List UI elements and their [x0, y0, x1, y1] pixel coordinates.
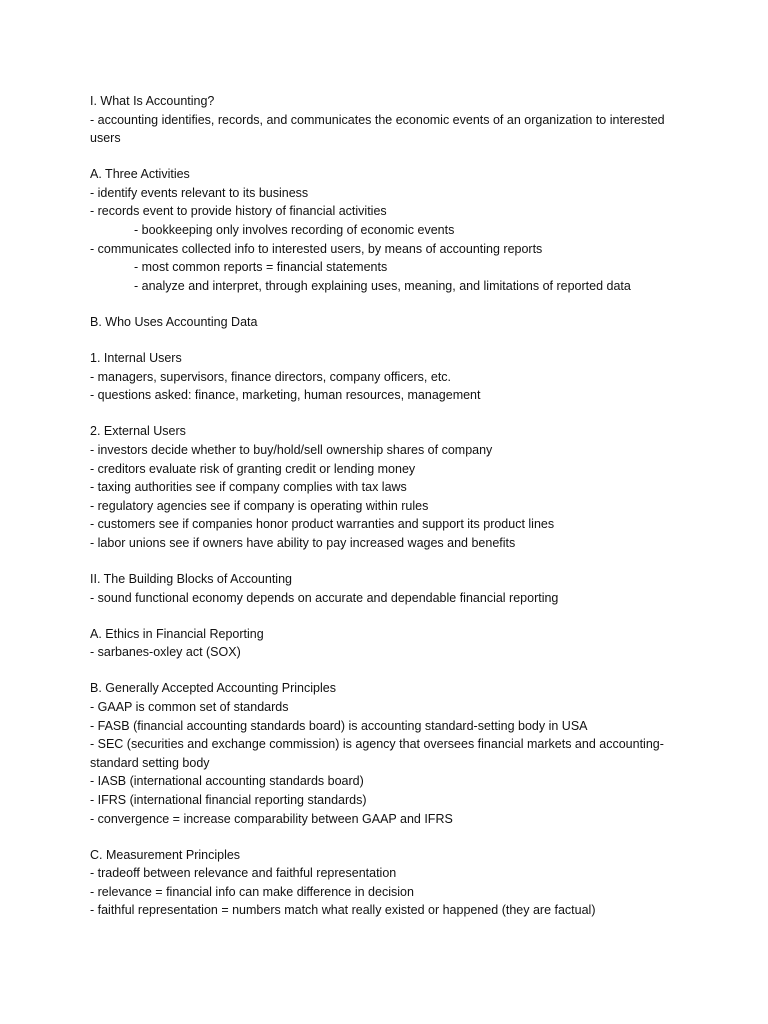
text-line: - accounting identifies, records, and communicates the economic events of an organization to interested users [90, 112, 665, 146]
spacer [90, 607, 690, 625]
spacer [90, 148, 690, 166]
subsection-title-internal-users: 1. Internal Users [90, 351, 182, 366]
text-line: - investors decide whether to buy/hold/sell ownership shares of company [90, 442, 493, 457]
text-line: - IFRS (international financial reporting standards) [90, 792, 367, 807]
subsection-title-ethics: A. Ethics in Financial Reporting [90, 626, 264, 641]
text-line: - tradeoff between relevance and faithful representation [90, 866, 397, 881]
text-line: - records event to provide history of financial activities [90, 204, 387, 219]
subsection-title-measurement: C. Measurement Principles [90, 847, 241, 862]
text-line-indented: - analyze and interpret, through explaining uses, meaning, and limitations of reported data [134, 278, 631, 293]
text-line: - FASB (financial accounting standards board) is accounting standard-setting body in USA [90, 718, 588, 733]
text-line-indented: - most common reports = financial statements [134, 260, 388, 275]
text-line: - creditors evaluate risk of granting credit or lending money [90, 461, 416, 476]
text-line: - managers, supervisors, finance directors, company officers, etc. [90, 369, 452, 384]
spacer [90, 662, 690, 680]
text-line: - SEC (securities and exchange commission) is agency that oversees financial markets and accounting-standard setting body [90, 737, 664, 770]
spacer [90, 405, 690, 423]
spacer [90, 552, 690, 570]
text-line: - GAAP is common set of standards [90, 699, 289, 714]
section-title-what-is-accounting: I. What Is Accounting? [90, 94, 215, 108]
spacer [90, 828, 690, 846]
text-line: - taxing authorities see if company complies with tax laws [90, 480, 407, 495]
subsection-title-gaap: B. Generally Accepted Accounting Principles [90, 681, 336, 696]
text-line: - identify events relevant to its business [90, 185, 309, 200]
text-line: - convergence = increase comparability between GAAP and IFRS [90, 811, 453, 826]
subsection-title-who-uses: B. Who Uses Accounting Data [90, 314, 258, 329]
text-line: - relevance = financial info can make difference in decision [90, 884, 414, 899]
text-line: - sound functional economy depends on accurate and dependable financial reporting [90, 590, 559, 605]
document-page [90, 92, 690, 920]
spacer [90, 332, 690, 350]
text-line: - regulatory agencies see if company is operating within rules [90, 498, 429, 513]
text-line-indented: - bookkeeping only involves recording of economic events [134, 223, 455, 238]
spacer [90, 295, 690, 313]
text-line: - communicates collected info to interested users, by means of accounting reports [90, 241, 543, 256]
subsection-title-external-users: 2. External Users [90, 424, 186, 439]
text-line: - faithful representation = numbers match what really existed or happened (they are factual) [90, 903, 596, 918]
text-line: - questions asked: finance, marketing, human resources, management [90, 388, 481, 403]
subsection-title-three-activities: A. Three Activities [90, 167, 190, 182]
text-line: - IASB (international accounting standards board) [90, 774, 364, 789]
section-title-building-blocks: II. The Building Blocks of Accounting [90, 571, 292, 586]
text-line: - labor unions see if owners have ability to pay increased wages and benefits [90, 535, 516, 550]
text-line: - customers see if companies honor product warranties and support its product lines [90, 517, 555, 532]
text-line: - sarbanes-oxley act (SOX) [90, 645, 241, 660]
